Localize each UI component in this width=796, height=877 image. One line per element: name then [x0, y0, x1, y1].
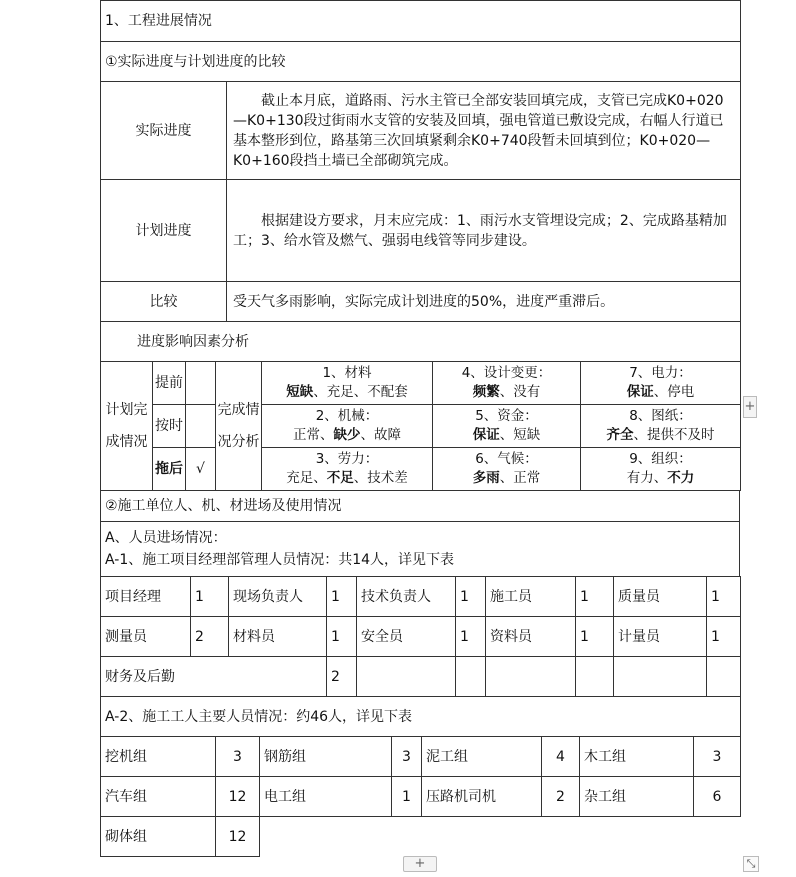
workers-title: A-2、施工工人主要人员情况：约46人，详见下表	[101, 697, 741, 737]
factor-options	[266, 426, 428, 445]
role-label: 资料员	[486, 617, 576, 657]
status-early-mark[interactable]	[186, 362, 216, 405]
report-sheet	[100, 0, 740, 857]
factor-opt: 、技术差	[353, 470, 408, 486]
workers-table	[100, 736, 741, 857]
factor-options	[585, 469, 736, 488]
factor-opt-selected: 保证	[472, 427, 500, 443]
factor-opt: 、短缺	[499, 427, 541, 443]
managers-title: A-1、施工项目经理部管理人员情况：共14人，详见下表	[105, 552, 455, 568]
factor-title: 4、设计变更：	[461, 365, 552, 381]
factors-title: 进度影响因素分析	[101, 322, 741, 362]
finance-count: 2	[327, 657, 357, 697]
group-count: 3	[392, 737, 422, 777]
factor-opt-selected: 短缺	[286, 384, 314, 400]
section-title: 1、工程进展情况	[101, 1, 741, 42]
group-label: 泥工组	[422, 737, 542, 777]
status-ontime-mark[interactable]	[186, 405, 216, 448]
role-label: 测量员	[101, 617, 191, 657]
progress-table	[100, 0, 741, 362]
factor-opt: 、停电	[653, 384, 695, 400]
factor-opt-selected: 多雨	[472, 470, 500, 486]
managers-table	[100, 576, 741, 737]
group-label: 压路机司机	[422, 777, 542, 817]
role-count: 1	[456, 577, 486, 617]
group-label: 杂工组	[580, 777, 694, 817]
group-label: 木工组	[580, 737, 694, 777]
finance-label: 财务及后勤	[101, 657, 327, 697]
factor-title: 7、电力：	[629, 365, 692, 381]
factor-title: 8、图纸：	[629, 408, 692, 424]
plan-progress-text: 根据建设方要求，月末应完成：1、雨污水支管埋设完成；2、完成路基精加工；3、给水管及燃气、强弱电线管等同步建设。	[227, 180, 741, 282]
group-label: 电工组	[260, 777, 392, 817]
group-count: 12	[216, 817, 260, 857]
empty-cell	[357, 657, 456, 697]
factor-opt-selected: 缺少	[333, 427, 361, 443]
factor-funds	[433, 405, 581, 448]
factor-title: 3、劳力：	[315, 451, 379, 467]
factor-opt-selected: 不足	[326, 470, 354, 486]
comparison-text: 受天气多雨影响，实际完成计划进度的50%，进度严重滞后。	[227, 282, 741, 322]
actual-progress-text: 截止本月底，道路雨、污水主管已全部安装回填完成，支管已完成K0+020—K0+130段过街雨水支管的安装及回填，强电管道已敷设完成，右幅人行道已基本整形到位，路基第三次回填紧剩余K0+740段暂未回填到位；K0+020—K0+160段挡土墙已全部砌筑完成。	[227, 82, 741, 180]
status-early: 提前	[153, 362, 186, 405]
group-count: 2	[542, 777, 580, 817]
table-row	[101, 657, 741, 697]
role-label: 技术负责人	[357, 577, 456, 617]
factor-title: 6、气候：	[475, 451, 538, 467]
plan-progress-label: 计划进度	[101, 180, 227, 282]
factor-organization	[581, 448, 741, 491]
personnel-intro	[101, 522, 740, 577]
role-label: 计量员	[614, 617, 707, 657]
table-row	[101, 617, 741, 657]
factor-opt-selected: 频繁	[472, 384, 500, 400]
add-column-button[interactable]: +	[743, 396, 757, 418]
factor-opt: 、正常	[499, 470, 541, 486]
empty-cell	[576, 657, 614, 697]
table-row	[101, 817, 741, 857]
group-count: 3	[216, 737, 260, 777]
table-row	[101, 777, 741, 817]
status-ontime: 按时	[153, 405, 186, 448]
subsection-title-comparison: ①实际进度与计划进度的比较	[101, 42, 741, 82]
role-label: 现场负责人	[229, 577, 327, 617]
personnel-title: A、人员进场情况：	[105, 530, 227, 546]
role-count: 1	[456, 617, 486, 657]
personnel-header-table	[100, 490, 740, 577]
empty-cell	[486, 657, 576, 697]
role-label: 施工员	[486, 577, 576, 617]
factor-title: 9、组织：	[629, 451, 692, 467]
factor-opt-selected: 齐全	[606, 427, 634, 443]
group-label: 钢筋组	[260, 737, 392, 777]
factor-title: 2、机械：	[315, 408, 379, 424]
factor-title: 5、资金：	[475, 408, 538, 424]
role-count: 1	[576, 577, 614, 617]
factor-options	[266, 383, 428, 402]
subsection-title-resources: ②施工单位人、机、材进场及使用情况	[101, 491, 740, 522]
group-label: 砌体组	[101, 817, 216, 857]
empty-cell	[614, 657, 707, 697]
role-label: 质量员	[614, 577, 707, 617]
factor-material	[262, 362, 433, 405]
factor-opt: 、故障	[360, 427, 401, 443]
table-row	[101, 577, 741, 617]
factor-opt: 正常、	[293, 427, 334, 443]
table-resize-handle[interactable]: ⤡	[743, 856, 759, 872]
empty-cell	[260, 817, 741, 857]
completion-analysis-label: 完成情况分析	[216, 362, 262, 491]
factor-opt-selected: 保证	[626, 384, 654, 400]
factor-options	[437, 383, 576, 402]
role-count: 1	[327, 577, 357, 617]
factor-opt: 充足、	[286, 470, 327, 486]
group-count: 4	[542, 737, 580, 777]
role-label: 材料员	[229, 617, 327, 657]
plan-completion-label: 计划完成情况	[101, 362, 153, 491]
factor-options	[437, 469, 576, 488]
empty-cell	[707, 657, 741, 697]
group-count: 12	[216, 777, 260, 817]
role-label: 安全员	[357, 617, 456, 657]
group-count: 6	[694, 777, 741, 817]
actual-progress-label: 实际进度	[101, 82, 227, 180]
factor-title: 1、材料	[322, 365, 372, 381]
factor-opt: 、提供不及时	[633, 427, 715, 443]
factor-opt-selected: 不力	[667, 470, 695, 486]
factor-options	[585, 383, 736, 402]
role-label: 项目经理	[101, 577, 191, 617]
role-count: 1	[191, 577, 229, 617]
group-label: 汽车组	[101, 777, 216, 817]
table-row	[101, 737, 741, 777]
role-count: 1	[327, 617, 357, 657]
factor-opt: 、充足、不配套	[313, 384, 408, 400]
factor-options	[266, 469, 428, 488]
factor-opt: 有力、	[626, 470, 668, 486]
factor-opt: 、没有	[499, 384, 541, 400]
factor-power	[581, 362, 741, 405]
factor-weather	[433, 448, 581, 491]
role-count: 1	[576, 617, 614, 657]
status-late-mark[interactable]: √	[186, 448, 216, 491]
group-count: 1	[392, 777, 422, 817]
add-row-button[interactable]: +	[403, 856, 437, 872]
factor-options	[437, 426, 576, 445]
role-count: 1	[707, 577, 741, 617]
factor-machinery	[262, 405, 433, 448]
factor-drawings	[581, 405, 741, 448]
factors-table	[100, 361, 741, 491]
empty-cell	[456, 657, 486, 697]
role-count: 1	[707, 617, 741, 657]
group-label: 挖机组	[101, 737, 216, 777]
role-count: 2	[191, 617, 229, 657]
factor-design-change	[433, 362, 581, 405]
factor-options	[585, 426, 736, 445]
group-count: 3	[694, 737, 741, 777]
factor-labor	[262, 448, 433, 491]
status-late: 拖后	[153, 448, 186, 491]
comparison-label: 比较	[101, 282, 227, 322]
